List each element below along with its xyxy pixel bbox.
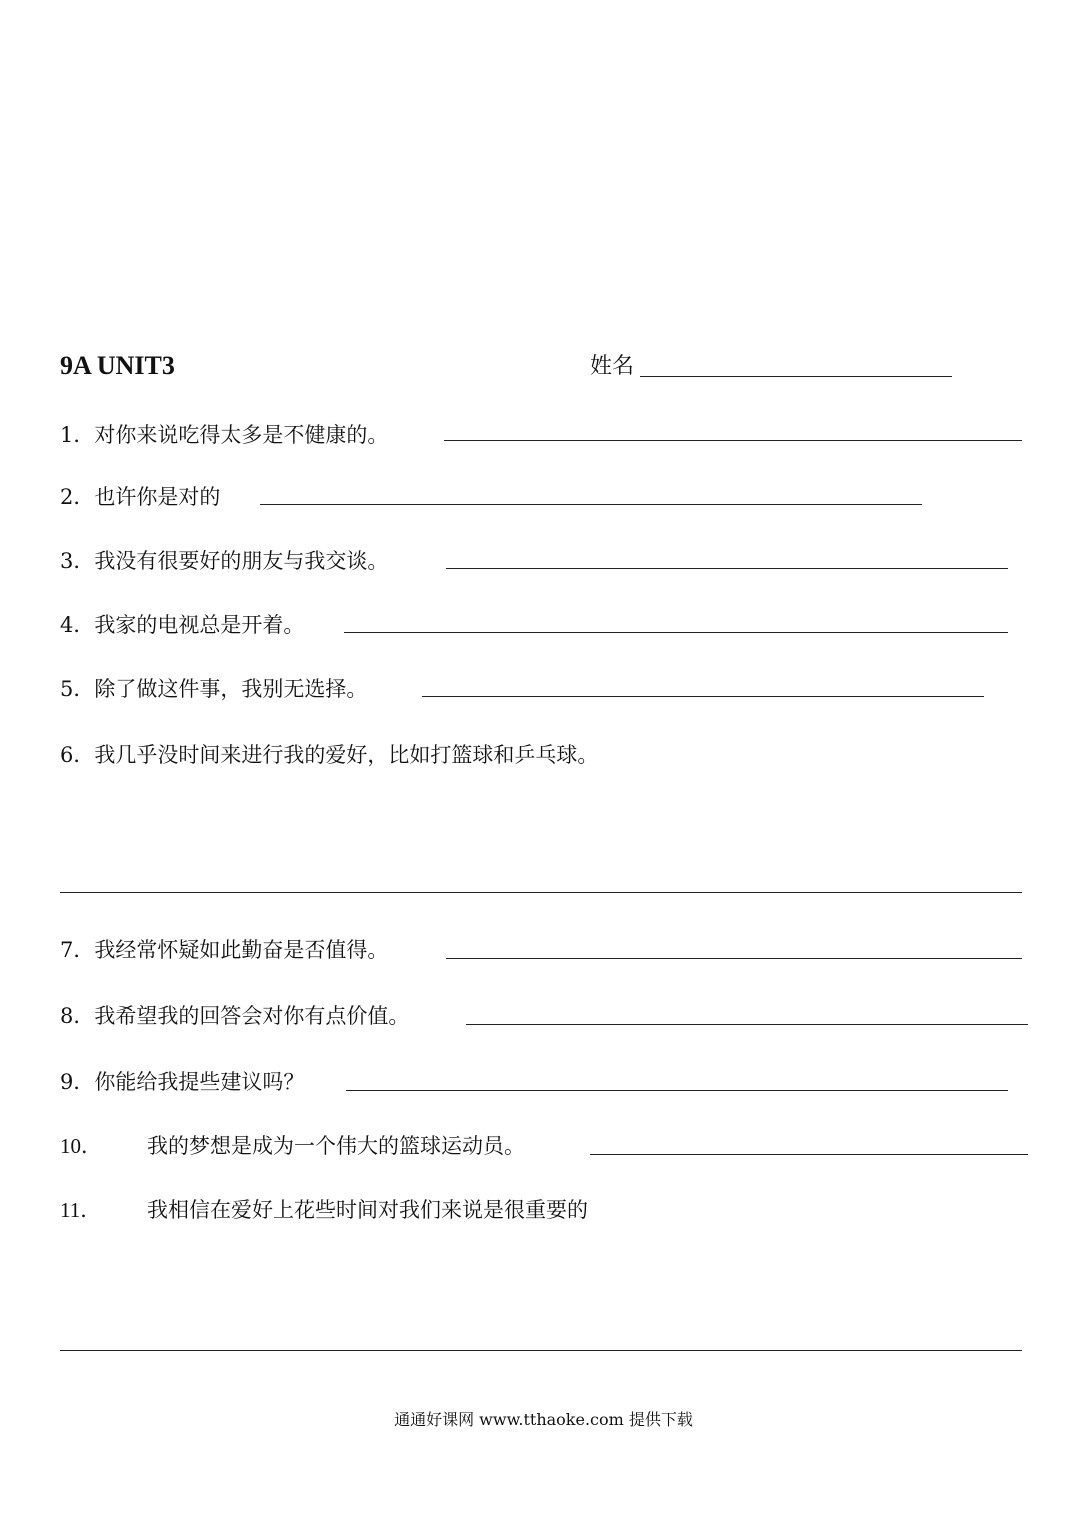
name-answer-line[interactable] [640,376,952,377]
question-text: 除了做这件事，我别无选择。 [94,677,368,701]
answer-line-10[interactable] [590,1154,1028,1155]
question-item-9 [60,1067,304,1097]
worksheet-title: 9A UNIT3 [60,351,175,380]
question-number: 9． [60,1070,95,1094]
question-number: 4． [60,613,95,637]
question-number-11: 11． [60,1198,102,1222]
question-item-7 [60,935,388,965]
answer-line-7[interactable] [446,958,1022,959]
footer-source: 通通好课网 www.tthaoke.com 提供下载 [394,1410,693,1429]
question-number: 5． [60,677,95,701]
question-number: 3． [60,549,95,573]
answer-line-3[interactable] [446,568,1008,569]
question-text: 我相信在爱好上花些时间对我们来说是很重要的 [147,1198,588,1222]
question-item-8 [60,1001,409,1031]
answer-line-2[interactable] [260,504,922,505]
question-text: 对你来说吃得太多是不健康的。 [94,423,389,447]
question-text: 我几乎没时间来进行我的爱好，比如打篮球和乒乓球。 [94,743,599,767]
question-text: 我经常怀疑如此勤奋是否值得。 [94,938,389,962]
question-number: 1． [60,423,95,447]
question-item-4 [60,610,304,640]
question-text: 我的梦想是成为一个伟大的篮球运动员。 [147,1134,525,1158]
question-item-10 [147,1131,525,1161]
question-number: 7． [60,938,95,962]
question-item-5 [60,674,367,704]
answer-line-5[interactable] [422,696,984,697]
question-text: 也许你是对的 [94,485,221,509]
answer-line-8[interactable] [466,1024,1028,1025]
question-number: 8． [60,1004,95,1028]
question-number: 6． [60,743,95,767]
question-item-1 [60,420,388,450]
question-number-10: 10． [60,1134,102,1158]
question-text: 我没有很要好的朋友与我交谈。 [94,549,389,573]
question-item-2 [60,482,220,512]
question-item-11 [147,1195,588,1225]
answer-line-4[interactable] [344,632,1008,633]
question-number: 2． [60,485,95,509]
answer-line-1[interactable] [444,440,1022,441]
question-text: 我家的电视总是开着。 [94,613,305,637]
question-text: 你能给我提些建议吗？ [94,1070,305,1094]
name-label: 姓名 [590,354,635,379]
answer-line-6[interactable] [60,892,1022,893]
question-item-3 [60,546,388,576]
question-item-6 [60,740,598,770]
question-text: 我希望我的回答会对你有点价值。 [94,1004,410,1028]
answer-line-9[interactable] [346,1090,1008,1091]
answer-line-11[interactable] [60,1350,1022,1351]
